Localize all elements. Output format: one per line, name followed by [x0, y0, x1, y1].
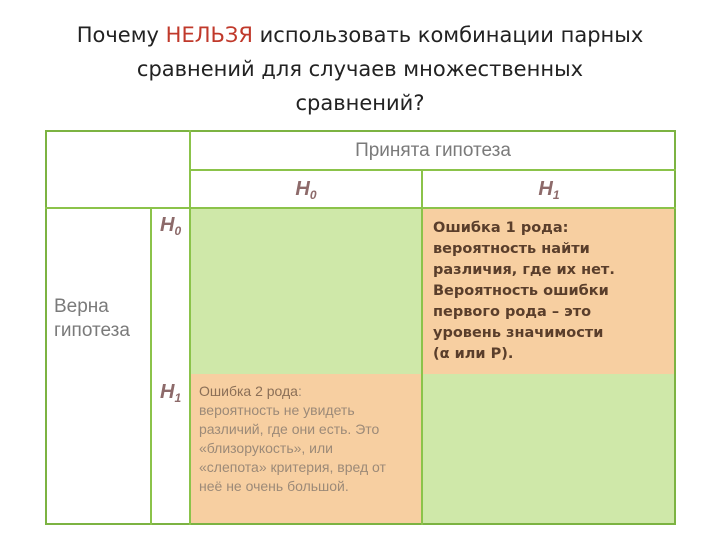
title-line-3: сравнений? — [295, 91, 425, 115]
error2-line: вероятность не увидеть — [199, 402, 355, 418]
error1-line: уровень значимости — [433, 325, 604, 341]
h1-subscript: 1 — [552, 188, 560, 202]
error2-head-text: Ошибка 2 рода — [199, 383, 298, 399]
grid-line-v3 — [421, 170, 423, 525]
title-accent-word: НЕЛЬЗЯ — [165, 23, 253, 47]
h0-subscript: 0 — [309, 188, 317, 202]
error2-line: различий, где они есть. Это — [199, 421, 380, 437]
title-text-start: Почему — [76, 23, 166, 47]
error2-line: неё не очень большой. — [199, 478, 349, 494]
row-h1-letter: H — [160, 381, 175, 403]
grid-line-h2 — [45, 207, 676, 209]
true-hypothesis-header — [54, 295, 150, 343]
title-line-1 — [20, 18, 700, 52]
error1-line: первого рода – это — [433, 304, 592, 320]
row-h1-subscript: 1 — [174, 391, 182, 405]
true-header-line-1: Верна — [54, 296, 109, 317]
h1-letter: H — [538, 178, 553, 200]
error2-head — [199, 382, 419, 401]
error1-line: различия, где их нет. — [433, 262, 615, 278]
error2-line: «близорукость», или — [199, 440, 333, 456]
slide-title — [20, 18, 700, 120]
error1-line: Ошибка 1 рода: — [433, 220, 569, 236]
error2-line: «слепота» критерия, вред от — [199, 459, 386, 475]
title-line-2: сравнений для случаев множественных — [136, 57, 584, 81]
row-header-h0 — [160, 214, 190, 244]
row-h0-subscript: 0 — [174, 224, 182, 238]
row-header-h1 — [160, 381, 190, 411]
column-header-h1 — [422, 172, 676, 206]
row-h0-letter: H — [160, 214, 175, 236]
error1-line: Вероятность ошибки — [433, 283, 609, 299]
column-header-h0 — [190, 172, 422, 206]
title-text-end: использовать комбинации парных — [252, 23, 644, 47]
h0-letter: H — [295, 178, 310, 200]
true-header-line-2: гипотеза — [54, 320, 130, 341]
accepted-hypothesis-header: Принята гипотеза — [355, 140, 511, 161]
error1-line: (α или P). — [433, 346, 514, 362]
grid-line-v1 — [150, 208, 152, 525]
error-type2-text — [199, 382, 419, 496]
error2-head-colon: : — [297, 383, 302, 399]
error1-line: вероятность найти — [433, 241, 590, 257]
error-type1-text — [433, 218, 673, 365]
